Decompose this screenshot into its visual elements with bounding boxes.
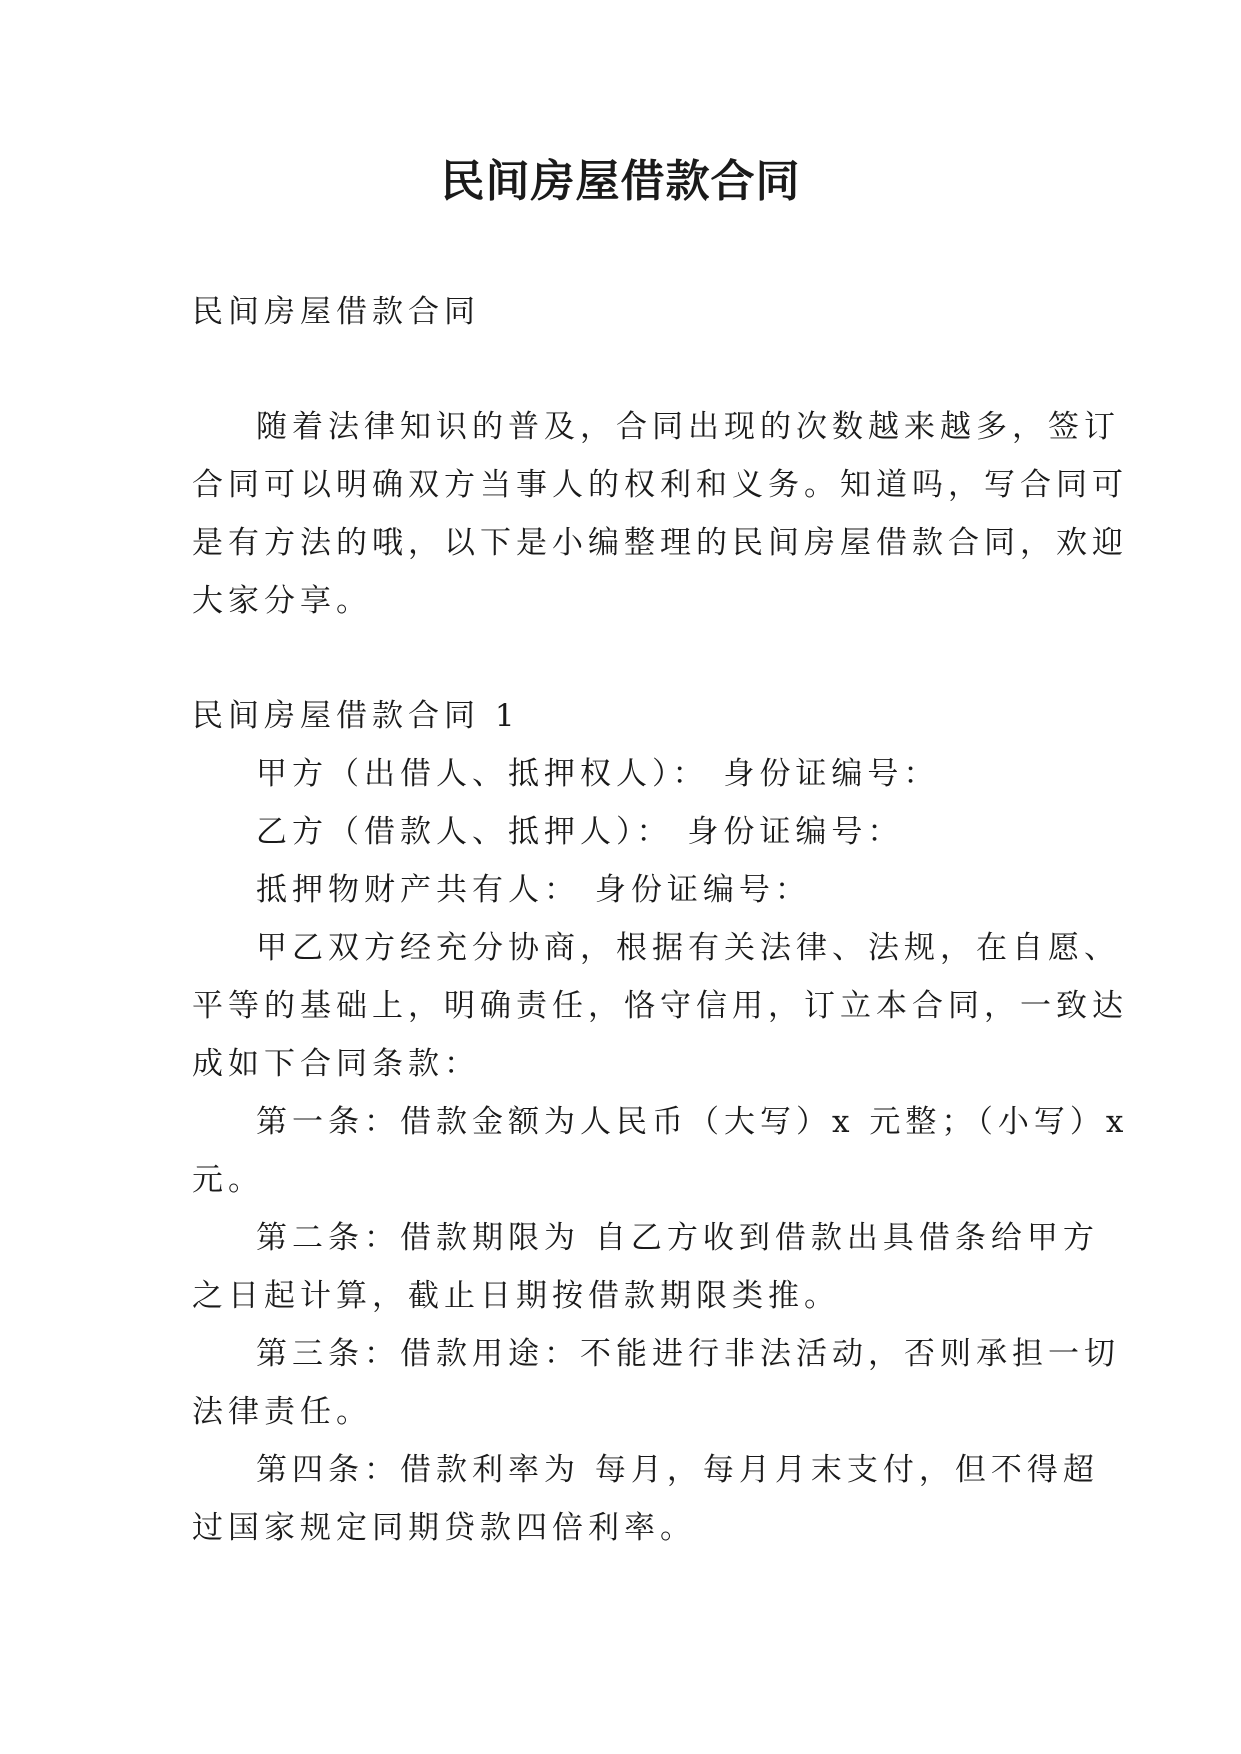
article-3-line-1: 第三条：借款用途：不能进行非法活动，否则承担一切 xyxy=(256,1336,1120,1372)
party-a-line: 甲方（出借人、抵押权人）： 身份证编号： xyxy=(256,756,940,792)
intro-line-2: 合同可以明确双方当事人的权利和义务。知道吗，写合同可 xyxy=(192,467,1128,503)
preamble-line-2: 平等的基础上，明确责任，恪守信用，订立本合同，一致达 xyxy=(192,988,1128,1024)
document-subtitle: 民间房屋借款合同 xyxy=(192,294,480,330)
section-heading: 民间房屋借款合同 1 xyxy=(192,698,520,734)
party-b-line: 乙方（借款人、抵押人）： 身份证编号： xyxy=(256,814,904,850)
preamble-line-1: 甲乙双方经充分协商，根据有关法律、法规，在自愿、 xyxy=(256,930,1120,966)
preamble-line-3: 成如下合同条款： xyxy=(192,1046,480,1082)
intro-line-3: 是有方法的哦，以下是小编整理的民间房屋借款合同，欢迎 xyxy=(192,525,1128,561)
article-4-line-2: 过国家规定同期贷款四倍利率。 xyxy=(192,1510,696,1546)
article-3-line-2: 法律责任。 xyxy=(192,1394,372,1430)
co-owner-line: 抵押物财产共有人： 身份证编号： xyxy=(256,872,811,908)
document-title: 民间房屋借款合同 xyxy=(440,156,801,207)
article-2-line-1: 第二条：借款期限为 自乙方收到借款出具借条给甲方 xyxy=(256,1220,1099,1256)
article-4-line-1: 第四条：借款利率为 每月，每月月末支付，但不得超 xyxy=(256,1452,1099,1488)
intro-line-1: 随着法律知识的普及，合同出现的次数越来越多，签订 xyxy=(256,409,1120,445)
article-2-line-2: 之日起计算，截止日期按借款期限类推。 xyxy=(192,1278,840,1314)
article-1-line-2: 元。 xyxy=(192,1162,264,1198)
article-1-line-1: 第一条：借款金额为人民币（大写）x 元整；（小写）x xyxy=(256,1104,1129,1140)
intro-line-4: 大家分享。 xyxy=(192,583,372,619)
